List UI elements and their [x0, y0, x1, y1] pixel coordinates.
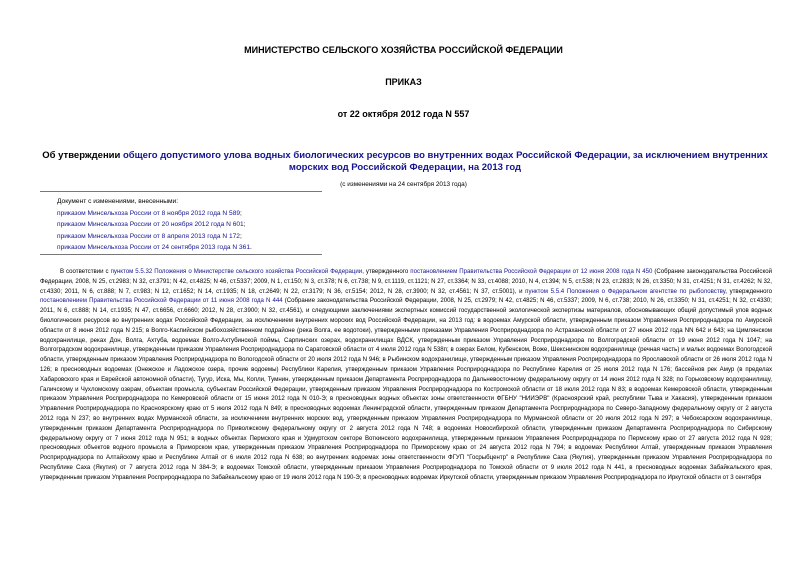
document-date-number: от 22 октября 2012 года N 557 — [337, 109, 470, 119]
body-paragraph — [40, 267, 772, 483]
change-item-punct: ; — [239, 232, 242, 240]
document-title — [40, 150, 770, 173]
title-prefix: Об утверждении — [42, 150, 123, 161]
regulation-link[interactable]: пунктом 5.5.32 Положения о Министерстве сельского хозяйства Российской Федерации — [110, 268, 363, 275]
body-text-run: (Собрание законодательства Российской Федерации, 2008, N 25, ст.2979; N 42, ст.4825; N 46, ст.5337; 2009, N 6, ст.738; 2010, N 26, ст.3350; N 31, ст.4251; N 32, ст.4330; 2011, N 6, ст.888; N 14, ст.1935; N 47, ст.6656, ст.6660; 2012, N 28, ст.3900; N 32, ст.4561), и следующими заключениями экспертных комиссий государственной экологической экспертизы материалов, обосновывающих общий допустимый улов водных биологических ресурсов во внутренних водах Российской Федерации, за исключением внутренних морских вод Российской Федерации, на 2013 год: в водоемах Амурской области, утвержденным приказом Управления Росприроднадзора по Амурской области от 8 июня 2012 года N 215; в Волго-Каспийском рыбохозяйственном подрайоне (река Волга, ее водотоки), утвержденными приказами Управления Росприроднадзора по Астраханской области от 27 июня 2012 года NN 642 и 643; на Цимлянском водохранилище, реках Дон, Волга, Ахтуба, водоемах Волго-Ахтубинской поймы, Сарпинских озерах, водохранилищах ВДСК, утвержденным приказом Управления Росприроднадзора по Волгоградской области от 19 июня 2012 года N 1047; на Волгоградском водохранилище, утвержденным приказом Управления Росприроднадзора по Саратовской области от 4 июля 2012 года N 538п; в озерах Белом, Кубенском, Воже, Шекснинском водохранилище (речная часть) и малых водоемах Вологодской области, утвержденным приказом Управления Росприроднадзора по Вологодской области от 20 июля 2012 года N 946; в Рыбинском водохранилище, утвержденным приказом Управления Росприроднадзора по Ярославской области от 26 июля 2012 года N 126; в пресноводных водоемах (Онежское и Ладожское озера, прочие водоемы) Республики Карелия, утвержденным приказом Управления Росприроднадзора по Республике Карелия от 25 июля 2012 года N 176; бассейнов рек Амур (в пределах Хабаровского края и Еврейской автономной области), Тугур, Иска, Мы, Копли, Тумнин, утвержденным приказом Департамента Росприроднадзора по Дальневосточному федеральному округу от 14 июня 2012 года N 328; по Горьковскому водохранилищу, Галичскому и Чухломскому озерам, объектам промысла, субъектам Российской Федерации, утвержденным приказом Управления Росприроднадзора по Костромской области от 18 июля 2012 года N 83; в водоемах Кемеровской области, утвержденным приказом Управления Росприроднадзора по Кемеровской области от 15 июня 2012 года N 010-Э; в пресноводных водных объектах зоны ответственности ФГБНУ "НИИЭРВ" (Красноярский край, республики Тыва и Хакасия), утвержденным приказом Управления Росприроднадзора по Красноярскому краю от 5 июля 2012 года N 849; в пресноводных водоемах Ленинградской области, утвержденным приказом Департамента Росприроднадзора по Северо-Западному федеральному округу от 2 августа 2012 года N 237; во внутренних водах Мурманской области, за исключением внутренних морских вод, утвержденным приказом Управления Росприроднадзора по Мурманской области от 20 июля 2012 года N 297; в Чебоксарском водохранилище, утвержденным приказом Департамента Росприроднадзора по Приволжскому федеральному округу от 2 августа 2012 года N 748; в водоемах Новосибирской области, утвержденным приказом Департамента Росприроднадзора по Сибирскому федеральному округу от 7 июня 2012 года N 951; в водных объектах Пермского края и Удмуртском секторе Воткинского водохранилища, утвержденным приказом Управления Росприроднадзора по Пермскому краю от 27 августа 2012 года N 928; пресноводных объектов водного промысла в Приморском крае, утвержденным приказом Управления Росприроднадзора по Приморскому краю от 24 августа 2012 года N 794; в водоемах Республики Алтай, утвержденным приказом Управления Росприроднадзора по Алтайскому краю и Республике Алтай от 6 июля 2012 года N 638; во внутренних водоемах зоны ответственности ФГУП "Госрыбцентр" в Республике Саха (Якутия), утвержденным приказом Управления Росприроднадзора по Республике Саха (Якутия) от 7 августа 2012 года N 384-Э; в водоемах Томской области, утвержденным приказом Управления Росприроднадзора по Томской области от 9 июля 2012 года N 441, в пресноводных водоемах Забайкальского края, утвержденным приказом Управления Росприроднадзора по Забайкальскому краю от 19 июля 2012 года N 190-Э; в пресноводных водоемах Иркутской области, утвержденным приказом Управления Росприроднадзора по Иркутской области от 3 сентября — [40, 297, 772, 481]
resolution-link[interactable]: постановлением Правительства Российской Федерации от 12 июня 2008 года N 450 — [410, 268, 653, 275]
bottom-divider — [40, 254, 322, 255]
change-item — [57, 242, 357, 254]
revision-note: (с изменениями на 24 сентября 2013 года) — [340, 181, 467, 188]
change-item-punct: ; — [243, 221, 246, 228]
amendment-link-1[interactable]: приказом Минсельхоза России от 8 ноября 2012 года N 589 — [57, 209, 241, 217]
agency-resolution-link[interactable]: постановлением Правительства Российской Федерации от 11 июня 2008 года N 444 — [40, 297, 283, 305]
body-text-run: , утвержденного — [362, 268, 411, 275]
changes-label: Документ с изменениями, внесенными: — [57, 198, 179, 205]
body-text-run: , утвержденного — [725, 287, 772, 295]
top-divider — [40, 191, 322, 192]
amendment-link-3[interactable]: приказом Минсельхоза России от 8 апреля 2013 года N 172 — [57, 232, 240, 240]
change-item — [57, 208, 357, 220]
change-item — [57, 231, 357, 243]
amendment-link-4[interactable]: приказом Минсельхоза России от 24 сентября 2013 года N 361 — [57, 244, 251, 251]
ministry-heading: МИНИСТЕРСТВО СЕЛЬСКОГО ХОЗЯЙСТВА РОССИЙСКОЙ ФЕДЕРАЦИИ — [244, 45, 563, 55]
body-text — [40, 267, 772, 483]
changes-block — [57, 196, 357, 254]
body-text-run: (Собрание законодательства Российской Федерации, 2008, N 25, ст.2983; N 32, ст.3791; N 42, ст.4825; N 46, ст.5337; 2009, N 1, ст.150; N 3, ст.378; N 6, ст.738; N 9, ст.1119, ст.1121; N 27, ст.3364; N 33, ст.4088; 2010, N 4, ст.394; N 5, ст.538; N 23, ст.2833; N 26, ст.3350; N 31, ст.4251; N 31, ст.4262; N 32, ст.4330; 2011, N 6, ст.888; N 7, ст.983; N 12, ст.1652; N 14, ст.1935; N 18, ст.2649; N 22, ст.3179; N 36, ст.5154; 2012, N 28, ст.3900; N 32, ст.4561; N 37, ст.5001), и — [40, 268, 773, 295]
agency-regulation-link[interactable]: пунктом 5.5.4 Положения о Федеральном агентстве по рыболовству — [525, 287, 726, 295]
amendment-link-2[interactable]: приказом Минсельхоза России от 20 ноября 2012 года N 601 — [57, 221, 244, 228]
body-text-run: В соответствии с — [60, 268, 111, 275]
change-item — [57, 219, 357, 231]
title-link[interactable]: общего допустимого улова водных биологических ресурсов во внутренних водах Российской Федерации, за исключением внутренних морских вод Российской Федерации, на 2013 год — [123, 150, 768, 173]
change-item-punct: ; — [240, 209, 242, 217]
change-item-punct: . — [250, 244, 252, 251]
document-type: ПРИКАЗ — [385, 77, 422, 87]
